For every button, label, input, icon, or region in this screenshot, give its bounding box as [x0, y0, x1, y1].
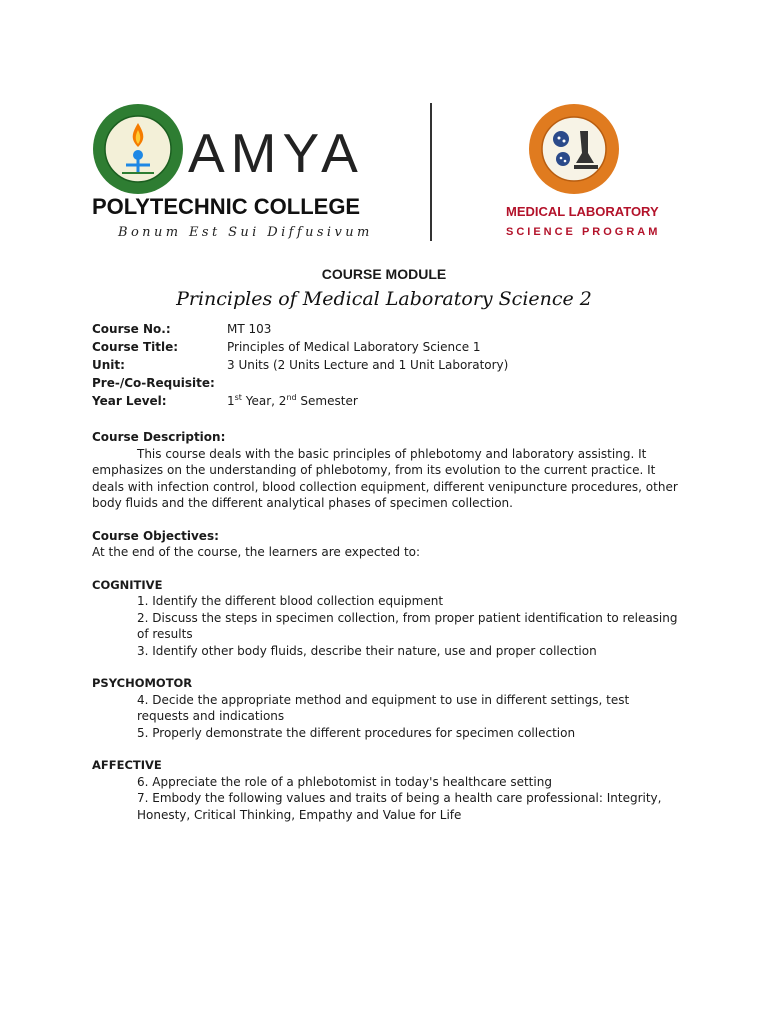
motto: Bonum Est Sui Diffusivum — [118, 225, 373, 240]
cognitive-heading: COGNITIVE — [92, 577, 163, 592]
semester-sup: nd — [286, 393, 297, 402]
year-label: Year Level: — [92, 394, 167, 408]
college-name: POLYTECHNIC COLLEGE — [92, 194, 361, 219]
year-num: 1 — [227, 394, 235, 408]
objectives-heading: Course Objectives: — [92, 528, 219, 543]
course-info — [92, 320, 692, 410]
program-title: MEDICAL LABORATORY — [506, 204, 659, 219]
module-title: Principles of Medical Laboratory Science 2 — [176, 288, 592, 310]
unit-value: 3 Units (2 Units Lecture and 1 Unit Laboratory) — [227, 358, 509, 372]
prereq-value — [227, 374, 692, 392]
cognitive-list — [92, 593, 682, 659]
semester-text: Semester — [296, 394, 358, 408]
unit-label: Unit: — [92, 358, 125, 372]
psychomotor-list — [92, 692, 682, 742]
description-text: This course deals with the basic principles of phlebotomy and laboratory assisting. It emphasizes on the understanding of phlebotomy, from its evolution to the current practice. It deals with infection control, blood collection equipment, different venipuncture procedures, other body fluids and the different analytical phases of specimen collection. — [92, 446, 678, 510]
year-row — [92, 392, 692, 410]
list-item: 3. Identify other body fluids, describe their nature, use and proper collection — [137, 643, 597, 658]
course-no-value: MT 103 — [227, 322, 272, 336]
psychomotor-heading: PSYCHOMOTOR — [92, 676, 193, 690]
list-item: 7. Embody the following values and traits of being a health care professional: Integrity, Honesty, Critical Thinking, Empathy and Value for Life — [137, 791, 662, 822]
prereq-label: Pre-/Co-Requisite: — [92, 376, 215, 390]
affective-heading: AFFECTIVE — [92, 758, 162, 772]
list-item: 4. Decide the appropriate method and equipment to use in different settings, test requests and indications — [137, 692, 630, 723]
module-label: COURSE MODULE — [321, 266, 447, 282]
header-divider — [430, 103, 432, 241]
affective-list — [92, 774, 682, 824]
college-seal-logo — [92, 103, 184, 195]
list-item: 1. Identify the different blood collection equipment — [137, 594, 444, 608]
module-body — [92, 429, 682, 823]
list-item: 2. Discuss the steps in specimen collection, from proper patient identification to releasing of results — [137, 610, 678, 641]
prereq-row — [92, 374, 692, 392]
unit-row — [92, 356, 692, 374]
program-subtitle: SCIENCE PROGRAM — [506, 226, 661, 238]
course-title-label: Course Title: — [92, 340, 179, 354]
course-title-value: Principles of Medical Laboratory Science 1 — [227, 340, 481, 354]
description-heading: Course Description: — [92, 430, 226, 444]
course-no-label: Course No.: — [92, 322, 171, 336]
course-no-row — [92, 320, 692, 338]
year-sup: st — [234, 393, 242, 402]
program-seal-logo — [528, 103, 620, 195]
year-value — [227, 392, 692, 410]
year-mid: Year, 2 — [241, 394, 287, 408]
course-title-row — [92, 338, 692, 356]
objectives-intro: At the end of the course, the learners are expected to: — [92, 545, 421, 559]
list-item: 5. Properly demonstrate the different procedures for specimen collection — [137, 725, 576, 740]
list-item: 6. Appreciate the role of a phlebotomist in today's healthcare setting — [137, 774, 552, 789]
brand-name: AMYA — [188, 122, 364, 184]
